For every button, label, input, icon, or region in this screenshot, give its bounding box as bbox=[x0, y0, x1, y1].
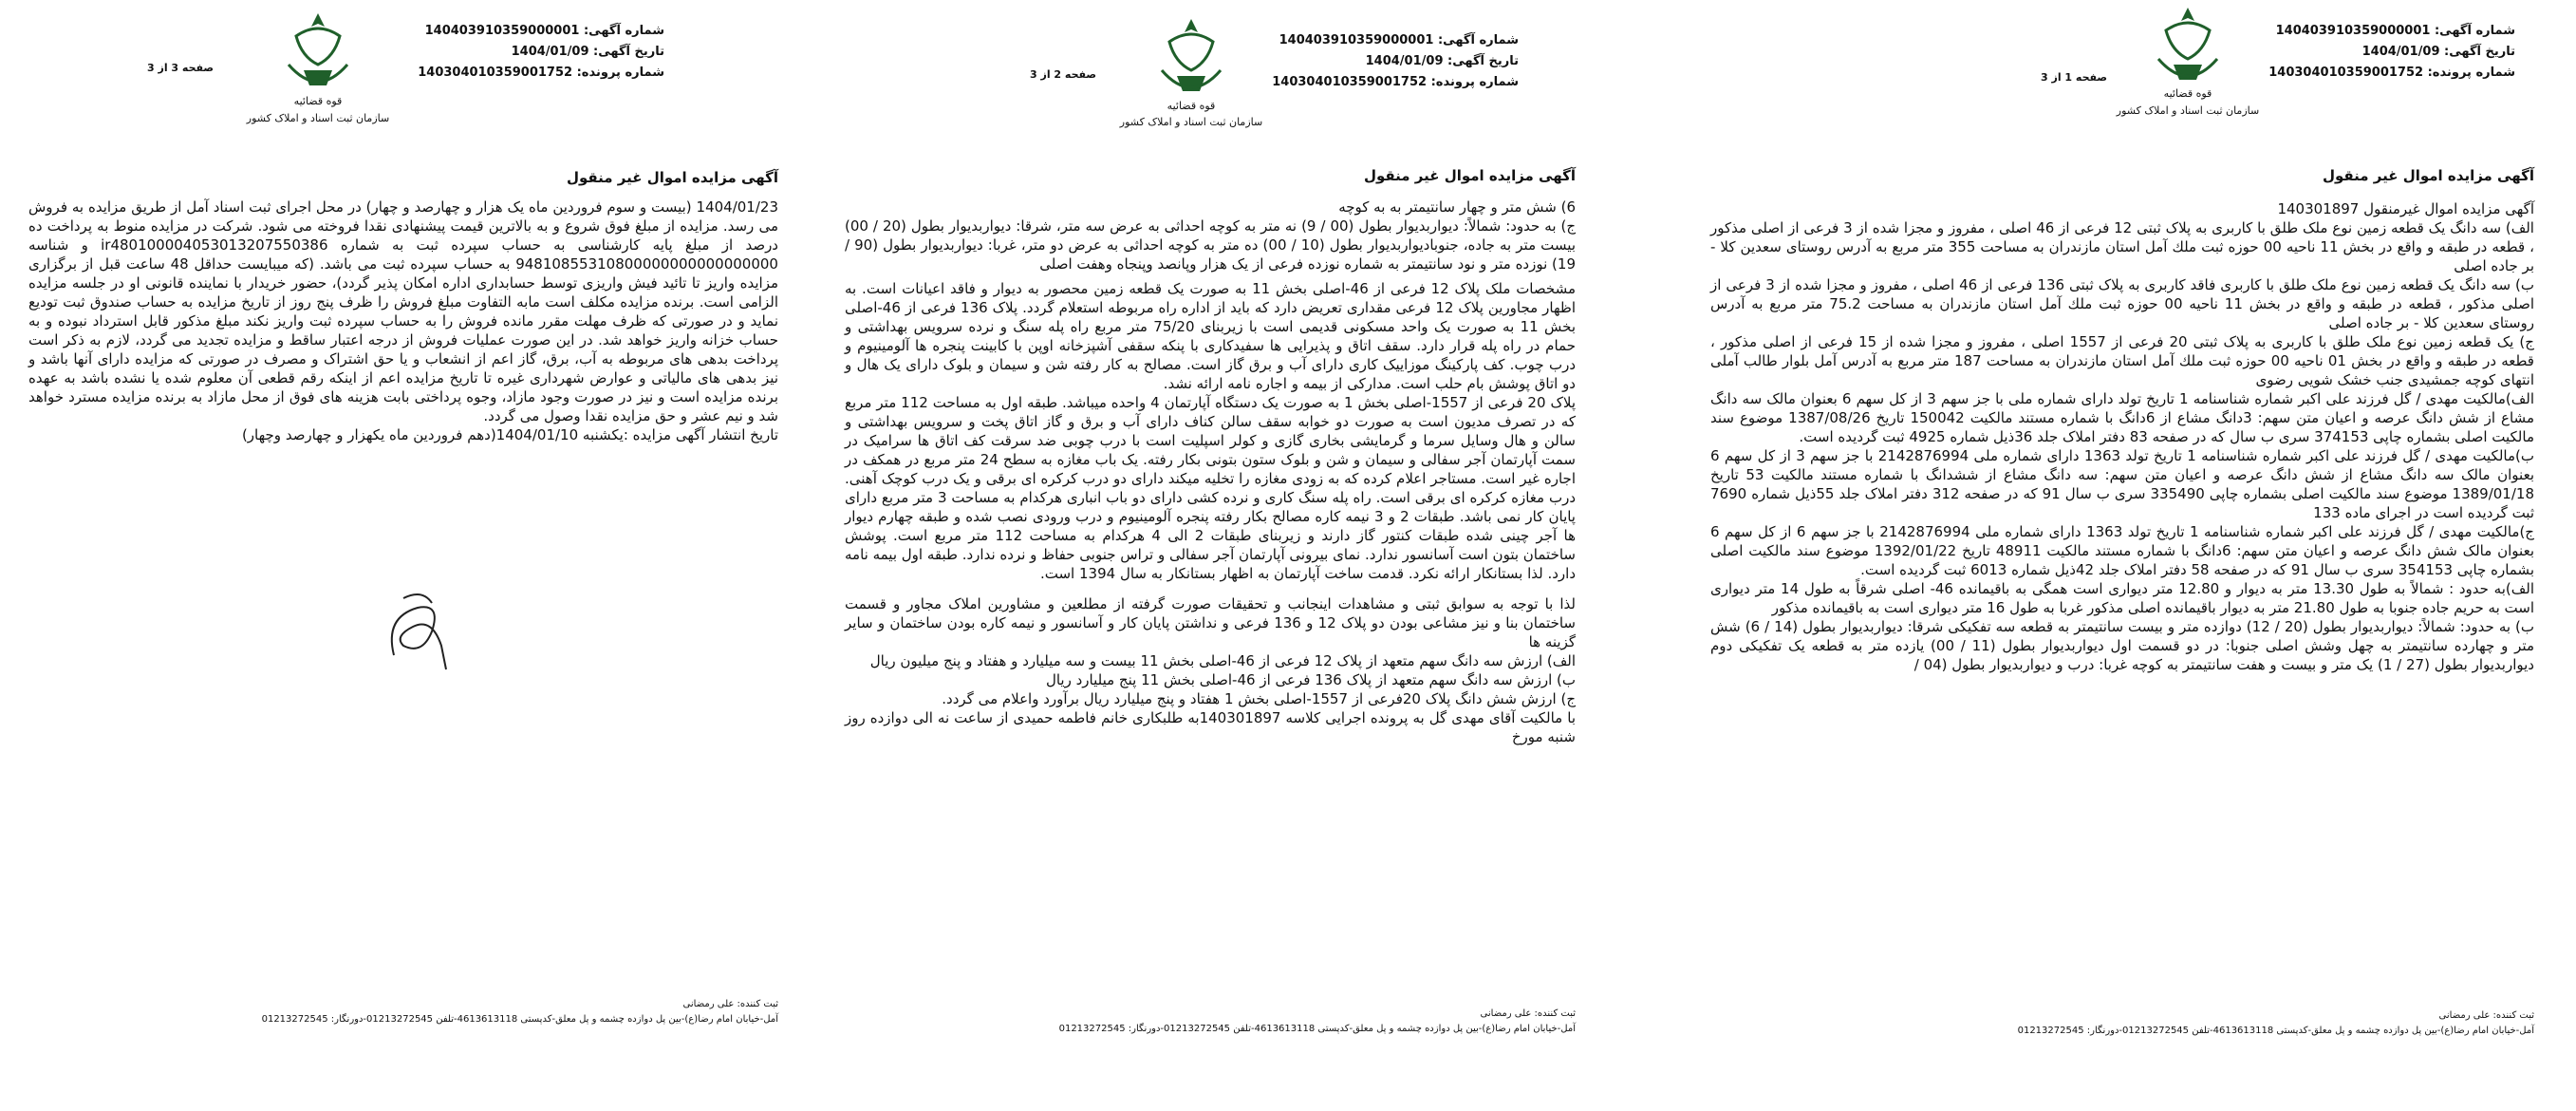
ad-number-row bbox=[408, 21, 664, 42]
paragraph: لذا با توجه به سوابق ثبتی و مشاهدات اینجانب و تحقیقات صورت گرفته از مطلعین و مشاورین املاک مجاور و قسمت ساختمان بنا و نیز مشاعی بودن دو پلاک 12 و 136 فرعی و نداشتن پایان کار و آسانسور و نیمه کاره بودن ساختمان و سایر گزینه ها bbox=[845, 595, 1576, 650]
footer-block bbox=[28, 997, 778, 1027]
paragraph: الف)به حدود : شمالاً به طول 13.30 متر به دیوار و 12.80 متر دیواری است همگی به باقیمانده 46- اصلی شرقاً به طول 14 متر دیواری است به حریم جاده جنوبا به طول 21.80 متر به دیوار باقیمانده اصلی مذکور غربا به طول 16 متر دیواری است به باقیمانده مذکور bbox=[1710, 580, 2534, 616]
paragraph: پلاک 20 فرعی از 1557-اصلی بخش 1 به صورت یک دستگاه آپارتمان 4 واحده میباشد. طبقه اول به مساحت 112 متر مربع که در تصرف مدیون است به صورت دو خوابه سقف سالن کناف دارای آب و برق و گاز اتاق پخت و سرویس بهداشتی و سالن و هال وسایل سرما و گرمایشی بخاری گازی و کولر اسپلیت است با درب چوبی ضد سرقت کف اتاق ها سرامیک در سمت آپارتمان آجر سفالی و سیمان و شن و بلوک ستون بتونی بکار رفته. یک باب مغازه به سطح 24 متر مربع در همکف در اجاره غیر است. مستاجر اعلام کرده که به زودی مغازه را تخلیه میکند دارای دو درب کرکره ای برقی و یک درب کوچک آهنی. درب مغازه کرکره ای برقی است. راه پله سنگ کاری و نرده کشی دارای دو باب انباری هرکدام به مساحت 3 متر مربع دارای پایان کار نمی باشد. طبقات 2 و 3 نیمه کاره مصالح بکار رفته پنجره آلومینیوم و درب ورودی نصب شده و طبقه چهارم دیوار ها آجر چینی شده طبقات کنتور گاز دارند و زیربنای طبقات 2 الی 4 هرکدام به مساحت 112 متر مربع است. پوشش ساختمان بتون است آسانسور ندارد. نمای بیرونی آپارتمان آجر سفالی و تراس جنوبی حفاظ و نرده ندارد. طبقه اول بیمه نامه دارد. لذا بستانکار ارائه نکرد. قدمت ساخت آپارتمان به اظهار بستانکار به سال 1394 است. bbox=[845, 394, 1577, 582]
registry-org-label bbox=[242, 112, 394, 124]
paragraph: ب)مالکیت مهدی / گل فرزند علی اکبر شماره شناسنامه 1 تاریخ تولد 1363 دارای شماره ملی 2142876994 با جز سهم 3 از کل سهم 6 بعنوان مالک سه دانگ مشاع از شش دانگ عرصه و اعیان متن سهم: سه دانگ مشاع از ششدانگ با شماره مستند مالکیت 53 تاریخ 1389/01/18 موضوع سند مالکیت اصلی بشماره چاپی 335490 سری ب سال 91 که در صفحه 312 دفتر املاک جلد 55ذیل شماره 7690 ثبت گردیده است در اجرای ماده 133 bbox=[1710, 447, 2534, 521]
paragraph: آگهی مزایده اموال غیرمنقول 140301897 bbox=[2277, 200, 2534, 217]
paragraph: تاریخ انتشار آگهی مزایده :یکشنبه 1404/01/10(دهم فروردین ماه یکهزار و چهارصد وچهار) bbox=[241, 426, 778, 443]
page-1 bbox=[1699, 0, 2576, 1111]
ad-number-value: 140403910359000001 bbox=[2275, 24, 2431, 38]
paragraph: ج) ارزش شش دانگ پلاک 20فرعی از 1557-اصلی بخش 1 هفتاد و پنج میلیارد ریال برآورد واعلام می گردد. bbox=[942, 690, 1576, 707]
signature-icon bbox=[375, 579, 460, 687]
judiciary-label bbox=[2083, 87, 2292, 100]
paragraph: ج) یک قطعه زمین نوع ملک طلق با کاربری به پلاک ثبتی 20 فرعی از 1557 اصلی ، مفروز و مجزا شده از 15 فرعی از اصلی مذکور ، قطعه در طبقه و واقع در بخش 01 ناحیه 00 حوزه ثبت ملك آمل استان مازندران به مساحت 187 متر مربع به آدرس آمل بلوار طالب آملی انتهای کوچه جمشیدی جنب خشک شویی رضوی bbox=[1710, 333, 2534, 388]
file-number-value: 140304010359001752 bbox=[1272, 75, 1428, 89]
paragraph: ج) به حدود: شمالاً: دیواربدیوار بطول (00 / 9) نه متر به کوچه احداثی به عرض سه متر، شرقا: دیواربدیوار بطول (20 / 00) بیست متر به جاده، جنوبادیواربدیوار بطول (10 / 00) ده متر به کوچه احداثی به عرض دو متر، غربا: دیواربدیوار بطول (90 / 19) نوزده متر و نود سانتیمتر به شماره نوزده فرعی از یک هزار وپانصد وپنجاه وهفت اصلی bbox=[845, 217, 1576, 273]
ad-number-row bbox=[2249, 21, 2515, 42]
page-number: صفحه 2 از 3 bbox=[1030, 68, 1097, 81]
footer-address: آمل-خیابان امام رضا(ع)-بین پل دوازده چشمه و پل معلق-کدپستی 4613613118-تلفن 01213272545-دورنگار: 01213272545 bbox=[2017, 1026, 2534, 1036]
registry-org-label bbox=[2112, 104, 2264, 117]
file-number-row bbox=[408, 63, 664, 84]
ad-date-row bbox=[408, 42, 664, 63]
signer-name: علی رمضانی bbox=[2438, 1010, 2491, 1021]
file-number-label: شماره پرونده: bbox=[576, 66, 664, 80]
signer-label: ثبت کننده: bbox=[737, 999, 778, 1009]
file-number-row bbox=[1272, 72, 1519, 93]
paragraph: 6) شش متر و چهار سانتیمتر به به کوچه bbox=[1338, 198, 1576, 216]
judiciary-text: قوه قضائیه bbox=[293, 95, 343, 107]
registry-org-text: سازمان ثبت اسناد و املاک کشور bbox=[246, 112, 390, 124]
judiciary-label bbox=[214, 95, 422, 107]
ad-date-row bbox=[1272, 51, 1519, 72]
notice-body bbox=[28, 198, 778, 444]
signer-row bbox=[845, 1007, 1576, 1022]
page-number: صفحه 3 از 3 bbox=[147, 62, 215, 74]
judiciary-text: قوه قضائیه bbox=[1167, 100, 1216, 112]
ad-number-label: شماره آگهی: bbox=[1437, 33, 1519, 47]
ad-date-value: 1404/01/09 bbox=[511, 45, 589, 59]
paragraph: 1404/01/23 (بیست و سوم فروردین ماه یک هزار و چهارصد و چهار) در محل اجرای ثبت اسناد آمل از طریق مزایده به فروش می رسد. مزایده از مبلغ فوق شروع و به بالاترین قیمت پیشنهادی نقدا فروخته می شود. شرکت در مزایده منوط به پرداخت ده درصد از مبلغ پایه کارشناسی به حساب سپرده ثبت به شماره ir480100004053013207550386 و شناسه 94810855310800000000000000000 به حساب سپرده ثبت می باشد. (که میبایست حداقل 48 ساعت قبل از برگزاری مزایده واریز تا تائید فیش واریزی توسط حسابداری اداره امکان پذیر گردد)، حضور خریدار با نماینده قانونی او در جلسه مزایده الزامی است. برنده مزایده مکلف است مابه التفاوت مبلغ فروش را ظرف پنج روز از تاریخ مزایده به حساب صندوق ثبت تودیع نماید و در صورتی که ظرف مهلت مقرر مانده فروش را به حساب سپرده ثبت واریز نکند مبلغ مذکور قابل استرداد نبوده و به حساب خزانه واریز خواهد شد. در این صورت عملیات فروش از درجه اعتبار ساقط و مزایده تجدید می گردد، لازم به ذکر است پرداخت بدهی های مربوطه به آب، برق، گاز اعم از انشعاب و یا حق اشتراک و مصرف در صورتی که مزایده دارای آنها باشد و نیز بدهی های مالیاتی و عوارض شهرداری غیره تا تاریخ مزایده اعم از اینکه رقم قطعی آن معلوم شده یا نشده باشد به عهده برنده مزایده است و نیز در صورت وجود مازاد، وجوه پرداختی بابت هزینه های فوق از محل مازاد به برنده مزایده مسترد خواهد شد و نیم عشر و حق مزایده نقدا وصول می گردد. bbox=[28, 198, 778, 424]
header-info bbox=[1272, 30, 1519, 93]
file-number-value: 140304010359001752 bbox=[2268, 66, 2424, 80]
file-number-value: 140304010359001752 bbox=[418, 66, 573, 80]
ad-number-row bbox=[1272, 30, 1519, 51]
paragraph: الف) ارزش سه دانگ سهم متعهد از پلاک 12 فرعی از 46-اصلی بخش 11 بیست و سه میلیارد و هفتاد و پنج میلیون ریال bbox=[869, 652, 1576, 669]
header-info bbox=[2249, 21, 2515, 84]
page-title: آگهی مزایده اموال غیر منقول bbox=[2322, 167, 2534, 184]
file-number-label: شماره پرونده: bbox=[2427, 66, 2515, 80]
header-info bbox=[408, 21, 664, 84]
judiciary-text: قوه قضائیه bbox=[2163, 87, 2212, 100]
ad-number-value: 140403910359000001 bbox=[424, 24, 580, 38]
paragraph: ب) سه دانگ یک قطعه زمین نوع ملک طلق با کاربری فاقد کاربری به پلاک ثبتی 136 فرعی از 46 اصلی ، مفروز و مجزا شده از 3 فرعی از اصلی مذکور ، قطعه در طبقه و واقع در بخش 11 ناحیه 00 حوزه ثبت ملك آمل استان مازندران به مساحت 75.2 متر مربع به آدرس روستای سعدین کلا - بر جاده اصلی bbox=[1710, 276, 2535, 331]
ad-date-value: 1404/01/09 bbox=[2361, 45, 2440, 59]
footer-address: آمل-خیابان امام رضا(ع)-بین پل دوازده چشمه و پل معلق-کدپستی 4613613118-تلفن 01213272545-دورنگار: 01213272545 bbox=[261, 1014, 778, 1025]
paragraph: مشخصات ملک پلاک 12 فرعی از 46-اصلی بخش 11 به صورت یک قطعه زمین محصور به دیوار و فاقد اعیانات است. به اظهار مجاورین پلاک 12 فرعی مقداری تعریض دارد که باید از اداره راه مربوطه استعلام گردد. پلاک 136 فرعی از 46-اصلی بخش 11 به صورت یک واحد مسکونی قدیمی است با زیربنای 75/20 متر مربع راه پله سنگ و نرده سرویس بهداشتی و حمام در راه پله قرار دارد. سقف اتاق و پذیرایی ها سفیدکاری با پنکه سقفی آشپزخانه اوپن با کابینت پنجره ها آلومینیوم و درب چوب. کف پارکینگ موزاییک کاری دارای آب و برق گاز است. مصالح به کار رفته شن و سیمان و بلوک دارای یک هال و دو اتاق پوشش بام حلب است. مدارکی از بیمه و اجاره نامه ارائه نشد. bbox=[845, 280, 1577, 392]
ad-date-label: تاریخ آگهی: bbox=[1447, 54, 1519, 68]
ad-number-value: 140403910359000001 bbox=[1279, 33, 1434, 47]
signer-row bbox=[1710, 1008, 2534, 1024]
signer-label: ثبت کننده: bbox=[1534, 1008, 1576, 1019]
page-3 bbox=[0, 0, 883, 1111]
paragraph: الف)مالکیت مهدی / گل فرزند علی اکبر شماره شناسنامه 1 تاریخ تولد دارای شماره ملی با جز سهم 3 از کل سهم 6 بعنوان مالک سه دانگ مشاع از شش دانگ عرصه و اعیان متن سهم: 3دانگ مشاع از 6دانگ با شماره مستند مالکیت 150042 تاریخ 1387/08/26 موضوع سند مالکیت اصلی بشماره چاپی 374153 سری ب سال که در صفحه 83 دفتر املاک جلد 36ذیل شماره 4925 ثبت گردیده است. bbox=[1710, 390, 2534, 445]
notice-body bbox=[1710, 199, 2534, 674]
ad-number-label: شماره آگهی: bbox=[583, 24, 664, 38]
page-number: صفحه 1 از 3 bbox=[2041, 71, 2108, 84]
ad-date-row bbox=[2249, 42, 2515, 63]
file-number-row bbox=[2249, 63, 2515, 84]
ad-date-label: تاریخ آگهی: bbox=[593, 45, 664, 59]
signer-row bbox=[28, 997, 778, 1012]
signer-name: علی رمضانی bbox=[682, 999, 735, 1009]
paragraph: ب) ارزش سه دانگ سهم متعهد از پلاک 136 فرعی از 46-اصلی بخش 11 پنج میلیارد ریال bbox=[1045, 671, 1576, 688]
ad-date-label: تاریخ آگهی: bbox=[2444, 45, 2515, 59]
registry-org-text: سازمان ثبت اسناد و املاک کشور bbox=[1119, 116, 1263, 128]
paragraph: الف) سه دانگ یک قطعه زمین نوع ملک طلق با کاربری به پلاک ثبتی 12 فرعی از 46 اصلی ، مفروز و مجزا شده از 3 فرعی از اصلی مذکور ، قطعه در طبقه و واقع در بخش 11 ناحیه 00 حوزه ثبت ملك آمل استان مازندران به مساحت 355 متر مربع به آدرس روستای سعدین کلا - بر جاده اصلی bbox=[1710, 219, 2534, 274]
registry-org-text: سازمان ثبت اسناد و املاک کشور bbox=[2116, 104, 2260, 117]
footer-block bbox=[1710, 1008, 2534, 1039]
paragraph: با مالکیت آقای مهدی گل به پرونده اجرایی کلاسه 140301897به طلبکاری خانم فاطمه حمیدی از ساعت نه الی دوازده روز شنبه مورخ bbox=[845, 709, 1576, 745]
ad-date-value: 1404/01/09 bbox=[1365, 54, 1444, 68]
registry-org-label bbox=[1115, 116, 1267, 128]
page-title: آگهی مزایده اموال غیر منقول bbox=[566, 169, 778, 186]
judiciary-label bbox=[1087, 100, 1296, 112]
footer-block bbox=[845, 1007, 1576, 1037]
paragraph: ب) به حدود: شمالاً: دیواربدیوار بطول (20 / 12) دوازده متر و بیست سانتیمتر به قطعه سه تفکیکی شرقا: دیواربدیوار بطول (14 / 6) شش متر و چهارده سانتیمتر به چهل وشش اصلی جنوبا: در دو قسمت اول دیواربدیوار بطول (11 / 00) یازده متر به قطعه یک تفکیکی دوم دیواربدیوار بطول (27 / 1) یک متر و بیست و هفت سانتیمتر به کوچه غربا: درب و دیواربدیوار بطول (04 / bbox=[1710, 618, 2535, 673]
page-title: آگهی مزایده اموال غیر منقول bbox=[1363, 167, 1576, 184]
footer-address: آمل-خیابان امام رضا(ع)-بین پل دوازده چشمه و پل معلق-کدپستی 4613613118-تلفن 01213272545-دورنگار: 01213272545 bbox=[1058, 1024, 1576, 1034]
paragraph: ج)مالکیت مهدی / گل فرزند علی اکبر شماره شناسنامه 1 تاریخ تولد 1363 دارای شماره ملی 2142876994 با جز سهم 6 از کل سهم 6 بعنوان مالک شش دانگ عرصه و اعیان متن سهم: 6دانگ با شماره مستند مالکیت 48911 تاریخ 1392/01/22 موضوع سند مالکیت اصلی بشماره چاپی 354153 سری ب سال 91 که در صفحه 58 دفتر املاک جلد 42ذیل شماره 6013 ثبت گردیده است. bbox=[1710, 523, 2534, 578]
file-number-label: شماره پرونده: bbox=[1430, 75, 1519, 89]
signer-label: ثبت کننده: bbox=[2492, 1010, 2534, 1021]
ad-number-label: شماره آگهی: bbox=[2434, 24, 2515, 38]
page-2 bbox=[826, 0, 1680, 1111]
notice-body bbox=[845, 198, 1576, 746]
signer-name: علی رمضانی bbox=[1480, 1008, 1532, 1019]
